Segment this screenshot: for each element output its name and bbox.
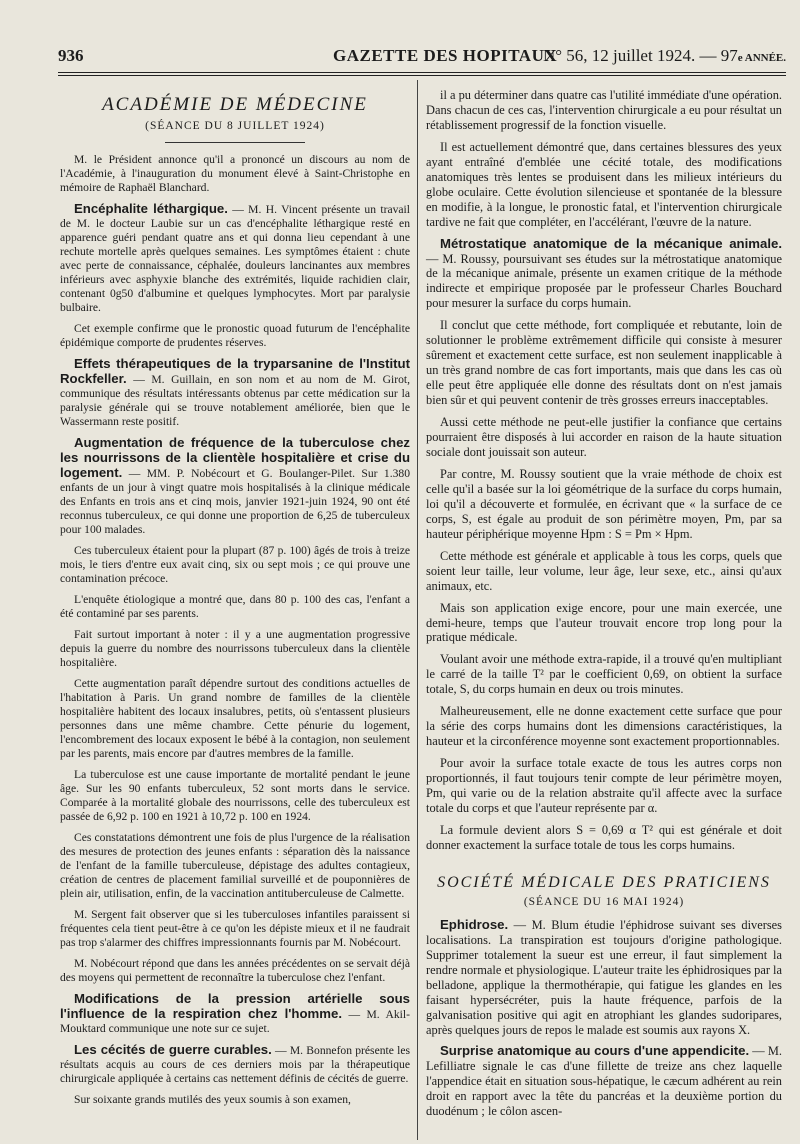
journal-title: GAZETTE DES HOPITAUX <box>333 46 558 65</box>
article-paragraph <box>60 957 410 985</box>
article-heading: Effets thérapeutiques de la tryparsanine de l'Institut Rockfeller. <box>60 356 410 386</box>
article-paragraph <box>60 628 410 670</box>
section-session-praticiens: (SÉANCE DU 16 MAI 1924) <box>523 895 685 908</box>
article-heading-paragraph <box>60 357 410 429</box>
article-paragraph <box>60 593 410 621</box>
left-column <box>60 88 410 1114</box>
issue-info <box>543 46 786 66</box>
article-heading-paragraph <box>426 237 782 312</box>
article-heading-paragraph <box>60 436 410 537</box>
paragraph-text: — M. Guillain, en son nom et au nom de M. Girot, communique des résultats intéressants obtenus par cette médication sur la paralysie générale qui se trouve notablement améliorée, bien que le Wassermann reste positif. <box>60 373 410 428</box>
article-paragraph <box>426 756 782 816</box>
article-paragraph <box>426 601 782 646</box>
article-heading: Les cécités de guerre curables. <box>74 1042 272 1057</box>
page-number: 936 <box>58 46 84 65</box>
section-title-praticiens: SOCIÉTÉ MÉDICALE DES PRATICIENS <box>437 873 771 891</box>
page-header <box>58 44 786 70</box>
article-heading: Modifications de la pression artérielle sous l'influence de la respiration chez l'homme. <box>60 991 410 1021</box>
article-heading: Ephidrose. <box>440 916 509 932</box>
article-heading: Encéphalite léthargique. <box>74 201 228 216</box>
article-paragraph <box>426 823 782 853</box>
paragraph-text: Ces tuberculeux étaient pour la plupart (87 p. 100) âgés de trois à treize mois, le tiers d'entre eux avait cinq, six ou sept mois ; ce qui prouve une contamination précoce. <box>60 544 410 585</box>
article-paragraph <box>60 908 410 950</box>
paragraph-text: Mais son application exige encore, pour une main exercée, une demi-heure, temps que l'auteur trouvait encore trop long pour la pratique médicale. <box>426 600 782 645</box>
paragraph-text: Il est actuellement démontré que, dans certaines blessures des yeux ayant entraîné d'emblée une cécité totale, des modifications anatomiques très lentes se produisent dans les milieux intérieurs du globe oculaire. Cette évolution silencieuse et spontanée de la blessure en modifie, à la longue, le pronostic fatal, et l'intervention chirurgicale tardive ne fait que compléter, en l'accélérant, l'œuvre de la nature. <box>426 139 782 229</box>
article-paragraph <box>60 677 410 761</box>
article-paragraph <box>426 652 782 697</box>
issue-year-suffix: e ANNÉE. <box>737 52 786 64</box>
paragraph-text: Malheureusement, elle ne donne exactement cette surface que pour la série des corps humains dont les dimensions caractéristiques, la hauteur et la circonférence moyenne sont exactement proportionnables. <box>426 704 782 749</box>
article-paragraph <box>60 544 410 586</box>
section-rule <box>165 142 305 143</box>
paragraph-text: — M. H. Vincent présente un travail de M. le docteur Laubie sur un cas d'encéphalite léthargique resté en apparence guéri pendant quatre ans et qui donna lieu cependant à une rechute mortelle après quelques semaines. Les symptômes étaient : chute avec perte de connaissance, céphalée, douleurs lancinantes aux membres inférieurs avec asphyxie blanche des extrémités, liquide rachidien clair, contenant 0g50 d'albumine et quelques lymphocytes. Mort par paralysie bulbaire. <box>60 203 410 314</box>
column-separator <box>417 80 418 1140</box>
paragraph-text: Sur soixante grands mutilés des yeux soumis à son examen, <box>74 1093 351 1106</box>
paragraph-text: Cette méthode est générale et applicable à tous les corps, quels que soient leur taille, leur volume, leur âge, leur sexe, etc., ainsi qu'aux animaux, etc. <box>426 548 782 593</box>
article-paragraph <box>426 549 782 594</box>
paragraph-text: — M. Bonnefon présente les résultats acquis au cours de ces derniers mois par la thérapeutique chirurgicale appliquée à certains cas nettement définis de cécités de guerre. <box>60 1044 410 1085</box>
article-paragraph <box>60 1093 410 1107</box>
article-paragraph <box>426 140 782 230</box>
article-paragraph <box>60 153 410 195</box>
paragraph-text: — MM. P. Nobécourt et G. Boulanger-Pilet. Sur 1.380 enfants de un jour à vingt quatre mois hospitalisés à la clinique médicale des Enfants en trois ans et cinq mois, janvier 1921-juin 1924, 90 ont été reconnus tuberculeux, ce qui donne une proportion de 6,25 de tuberculeux pour 100 malades. <box>60 467 410 536</box>
paragraph-text: M. Nobécourt répond que dans les années précédentes on se servait déjà des moyens qui permettent de reconnaître la tuberculose chez l'enfant. <box>60 957 410 984</box>
article-heading-paragraph <box>60 202 410 315</box>
article-heading: Surprise anatomique au cours d'une appendicite. <box>440 1043 750 1059</box>
paragraph-text: M. Sergent fait observer que si les tuberculoses infantiles paraissent si fréquentes cela tient peut-être à ce qu'on les dépiste mieux et il ne faudrait pas trop s'alarmer des chiffres impressionnants fournis par M. Nobécourt. <box>60 908 410 949</box>
article-paragraph <box>426 88 782 133</box>
paragraph-text: La formule devient alors S = 0,69 α T² qui est générale et doit donner exactement la surface totale de tous les corps humains. <box>426 822 782 852</box>
article-paragraph <box>426 704 782 749</box>
paragraph-text: Voulant avoir une méthode extra-rapide, il a trouvé qu'en multipliant le carré de la taille T² par le coefficient 0,69, on obtient la surface totale, S, du corps humain en deux ou trois minutes. <box>426 652 782 697</box>
article-heading: Augmentation de fréquence de la tuberculose chez les nourrissons de la clientèle hospitalière et crise du logement. <box>60 435 410 480</box>
right-column <box>426 88 782 1126</box>
article-paragraph <box>60 768 410 824</box>
paragraph-text: La tuberculose est une cause importante de mortalité pendant le jeune âge. Sur les 90 enfants tuberculeux, 52 sont morts dans le service. Comparée à la mortalité globale des nourrissons, celle des tuberculeux est passée de 6,92 p. 100 en 1921 à 10,72 p. 100 en 1924. <box>60 768 410 823</box>
issue-date: N° 56, 12 juillet 1924. — 97 <box>542 46 738 65</box>
paragraph-text: — M. Roussy, poursuivant ses études sur la métrostatique anatomique de la mécanique animale, présente un examen critique de la méthode indirecte et empirique proposée par le professeur Charles Bouchard pour mesurer la surface du corps humain. <box>426 251 782 311</box>
article-heading-paragraph <box>426 1044 782 1119</box>
article-paragraph <box>60 831 410 901</box>
paragraph-text: Cet exemple confirme que le pronostic quoad futurum de l'encéphalite épidémique comporte de prudentes réserves. <box>60 322 410 349</box>
section-session-academie: (SÉANCE DU 8 JUILLET 1924) <box>145 120 325 132</box>
paragraph-text: — M. Lefilliatre signale le cas d'une fillette de treize ans chez laquelle l'appendice était en situation sous-hépatique, le cæcum adhérent au rein droit en rapport avec la tête du pancréas et la deuxième portion du duodénum ; le côlon ascen- <box>426 1044 782 1119</box>
paragraph-text: — M. Akil-Mouktard communique une note sur ce sujet. <box>60 1008 410 1035</box>
article-paragraph <box>60 322 410 350</box>
article-paragraph <box>426 467 782 542</box>
section-title-academie: ACADÉMIE DE MÉDECINE <box>102 94 368 115</box>
paragraph-text: Ces constatations démontrent une fois de plus l'urgence de la réalisation des mesures de protection des jeunes enfants : séparation dès la naissance de l'enfant de la famille tuberculeuse, dépistage des adultes contagieux, création de centres de placement familial surveillé et de pouponnières de plein air, utilisation, enfin, de la vaccination antituberculeuse de Calmette. <box>60 831 410 900</box>
header-rule <box>58 72 786 73</box>
paragraph-text: — M. Blum étudie l'éphidrose suivant ses diverses localisations. La transpiration est toujours d'origine pathologique. Supprimer totalement la sueur est une erreur, il faut simplement la rendre normale et physiologique. L'auteur traite les éphidrosiques par la belladone, applique la thermothérapie, qui fatigue les glandes en les faisant hypersécréter, puis la haute fréquence, parfois de la galvanisation positive qui agit en atrophiant les glandes sudoripares, après quelques jours de repos le malade est soumis aux rayons X. <box>426 917 782 1037</box>
paragraph-text: Par contre, M. Roussy soutient que la vraie méthode de choix est celle qu'il a basée sur la loi géométrique de la surface du corps humain, loi qu'il a découverte et formulée, en écrivant que « la surface de ce corps, S, est égale au produit de son périmètre moyen, Pm, par sa hauteur périphérique moyenne Hpm : S = Pm × Hpm. <box>426 466 782 541</box>
article-heading-paragraph <box>426 918 782 1038</box>
paragraph-text: Pour avoir la surface totale exacte de tous les autres corps non proportionnés, il faut toujours tenir compte de leur périmètre moyen, Pm, qui varie ou de la relation abstraite qu'il affecte avec la surface totale du corps et que l'auteur représente par α. <box>426 756 782 815</box>
article-paragraph <box>426 415 782 460</box>
section-gap <box>426 860 782 868</box>
paragraph-text: M. le Président annonce qu'il a prononcé un discours au nom de l'Académie, à l'inauguration du monument élevé à Saint-Christophe en mémoire de Raphaël Blanchard. <box>60 153 410 194</box>
paragraph-text: Il conclut que cette méthode, fort compliquée et rebutante, loin de solutionner le problème extrêmement difficile qui consiste à mesurer sûrement et exactement cette surface, est non seulement inapplicable à un très grand nombre de cas fort importants, mais que dans les cas où elle peut être appliquée elle donne des résultats dont on n'est jamais bien sûr et qui peuvent contenir de très grosses erreurs inacceptables. <box>426 318 782 408</box>
paragraph-text: il a pu déterminer dans quatre cas l'utilité immédiate d'une opération. Dans chacun de ces cas, l'intervention chirurgicale a eu pour résultat un rétablissement progressif de la fonction visuelle. <box>426 88 782 132</box>
article-paragraph <box>426 318 782 408</box>
paragraph-text: Fait surtout important à noter : il y a une augmentation progressive depuis la guerre du nombre des nourrissons tuberculeux dans la clientèle hospitalière. <box>60 628 410 669</box>
paragraph-text: Aussi cette méthode ne peut-elle justifier la confiance que certains pourraient être disposés à lui accorder en raison de la haute situation sociale dont jouissait son auteur. <box>426 415 782 459</box>
article-heading: Métrostatique anatomique de la mécanique animale. <box>440 235 782 251</box>
article-heading-paragraph <box>60 1043 410 1086</box>
paragraph-text: L'enquête étiologique a montré que, dans 80 p. 100 des cas, l'enfant a été contaminé par ses parents. <box>60 593 410 620</box>
header-rule-2 <box>58 75 786 76</box>
paragraph-text: Cette augmentation paraît dépendre surtout des conditions actuelles de l'habitation à Paris. Un grand nombre de familles de la clientèle hospitalière habitent des locaux insalubres, petits, où s'entassent plusieurs personnes dans une même chambre. Cette pénurie du logement, l'encombrement des locaux exposent le bébé à la contagion, non seulement par les parents, mais encore par d'autres membres de la famille. <box>60 677 410 760</box>
article-heading-paragraph <box>60 992 410 1036</box>
